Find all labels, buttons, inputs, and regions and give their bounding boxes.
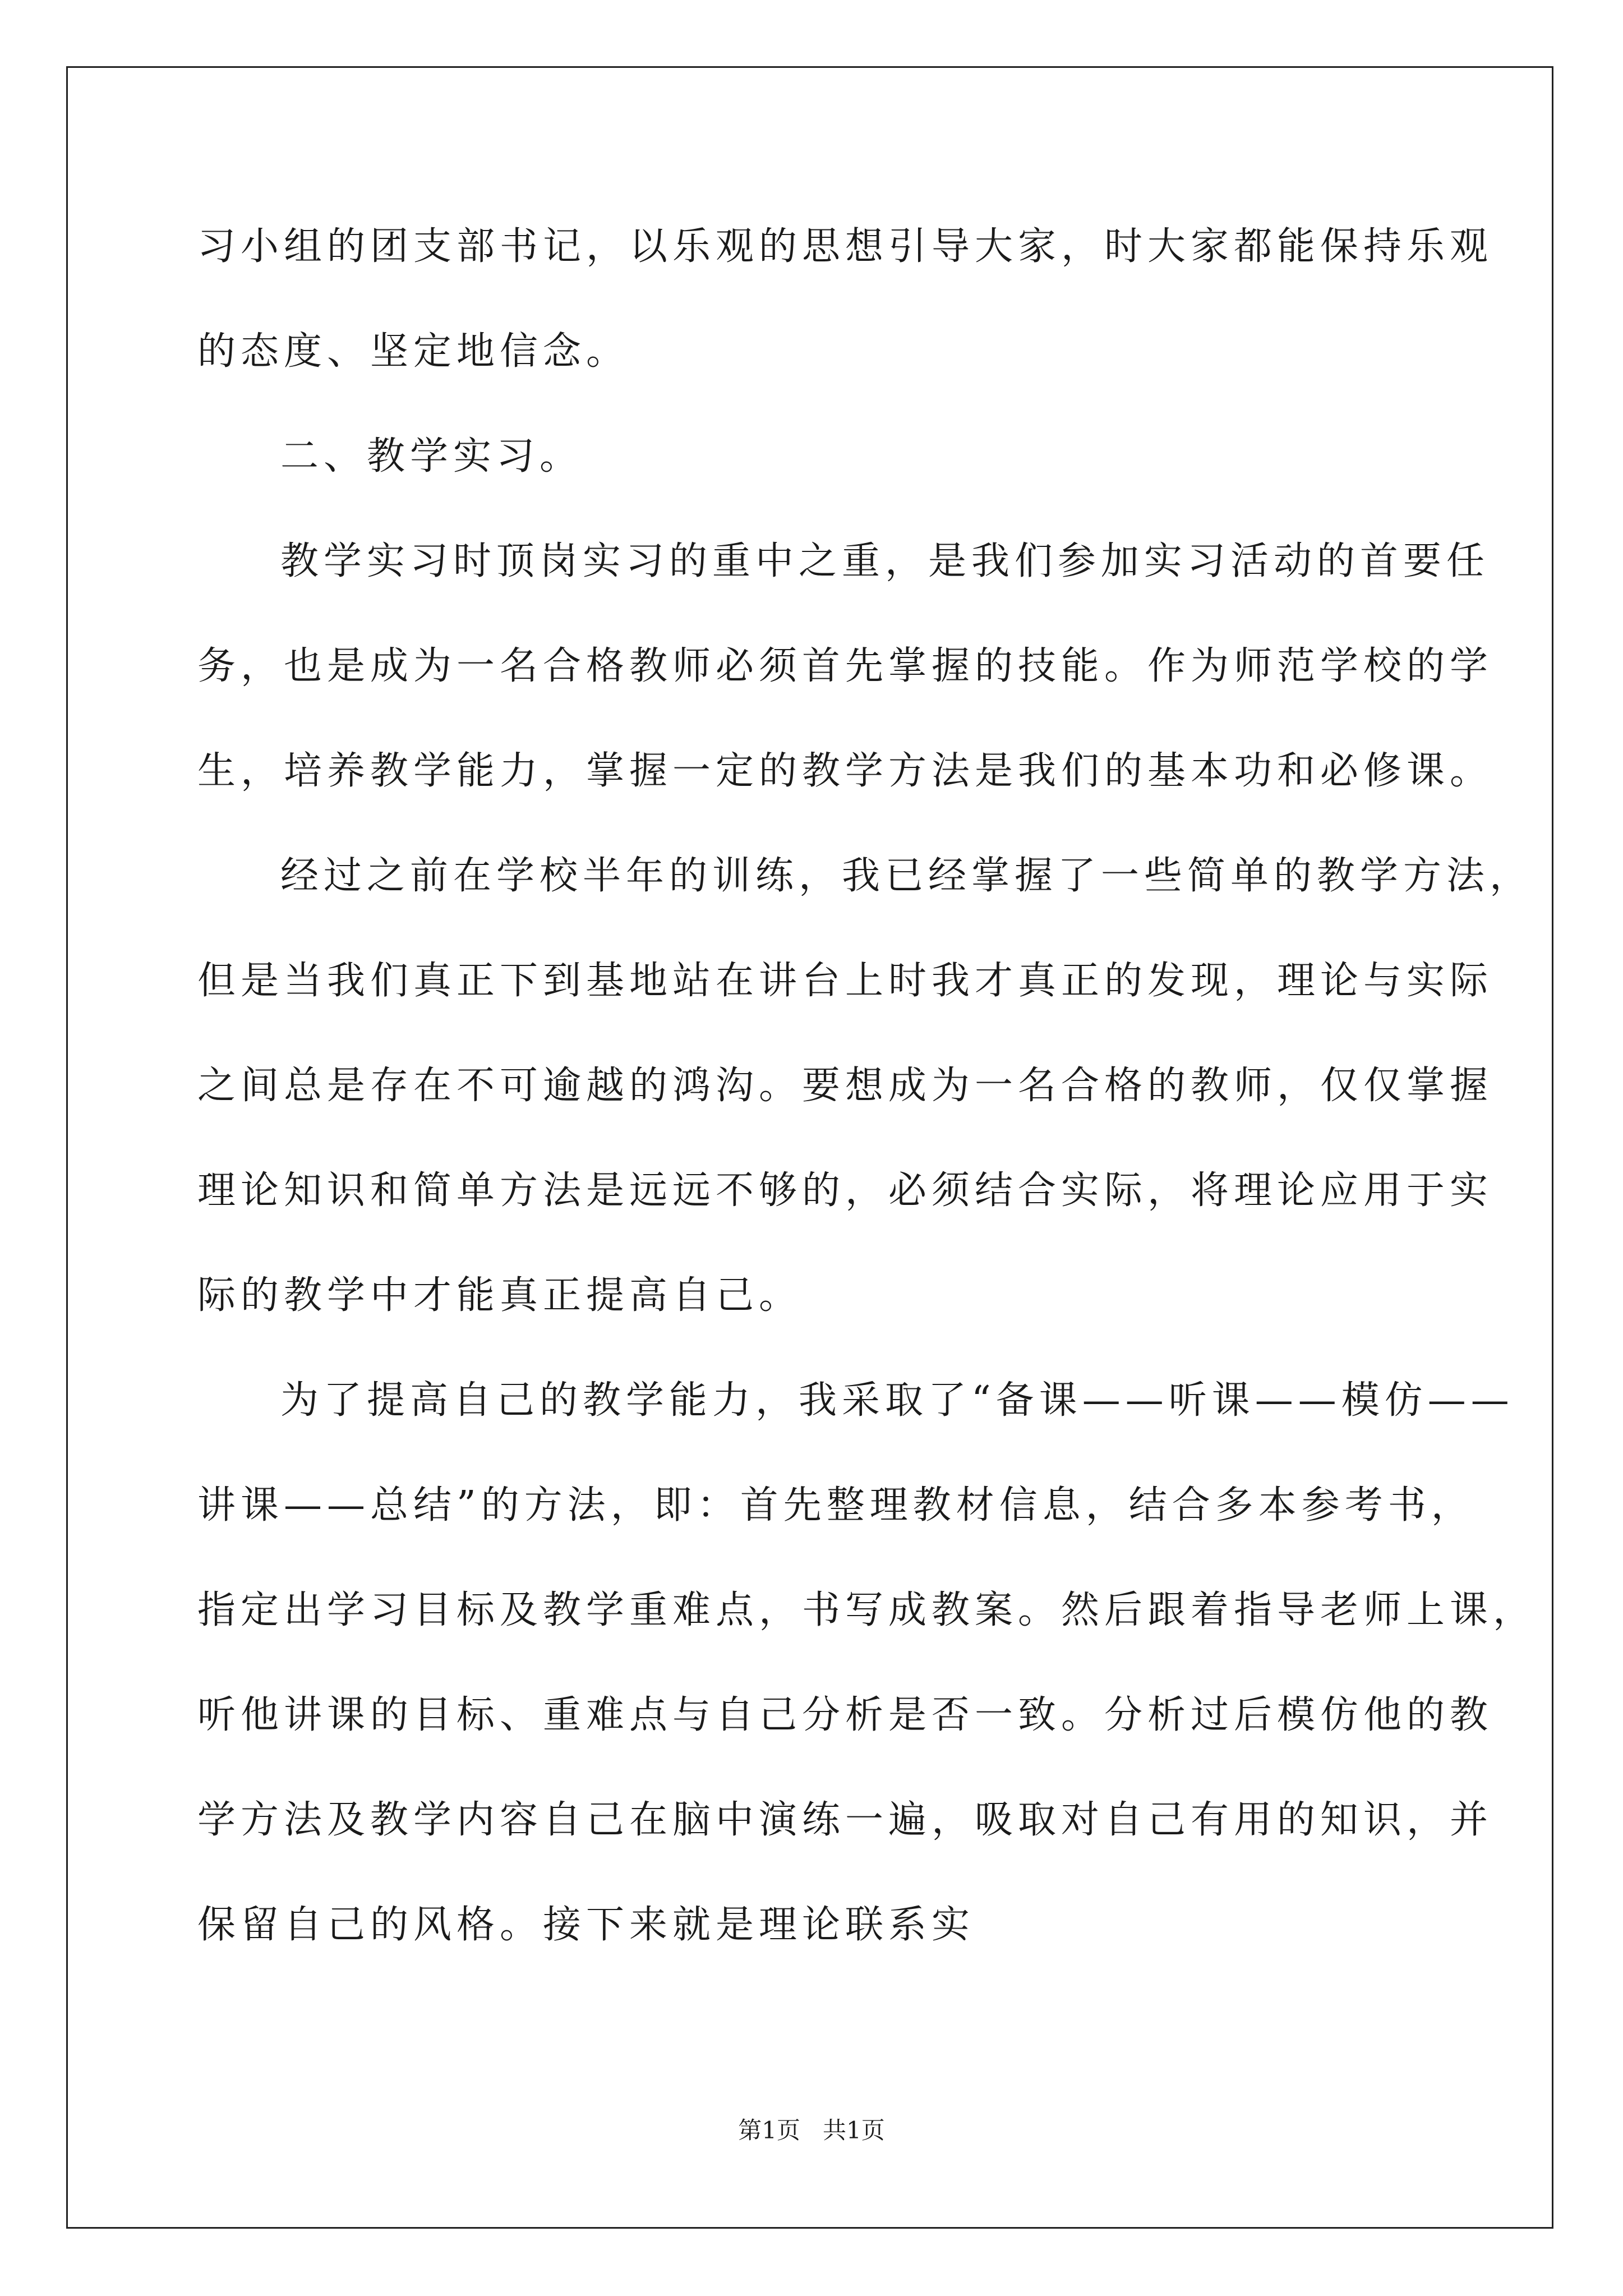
text-line: 讲课——总结”的方法，即：首先整理教材信息，结合多本参考书， [197, 1483, 1474, 1527]
section-heading: 二、教学实习。 [280, 434, 583, 478]
text-line: 之间总是存在不可逾越的鸿沟。要想成为一名合格的教师，仅仅掌握 [197, 1064, 1493, 1108]
text-line: 学方法及教学内容自己在脑中演练一遍，吸取对自己有用的知识，并 [197, 1798, 1493, 1842]
text-line: 教学实习时顶岗实习的重中之重，是我们参加实习活动的首要任 [280, 539, 1490, 583]
text-line: 保留自己的风格。接下来就是理论联系实 [197, 1903, 975, 1947]
text-line: 的态度、坚定地信念。 [197, 329, 630, 374]
text-line: 务，也是成为一名合格教师必须首先掌握的技能。作为师范学校的学 [197, 644, 1493, 688]
text-line: 为了提高自己的教学能力，我采取了“备课——听课——模仿—— [280, 1378, 1514, 1423]
document-body [197, 210, 1537, 1994]
page-footer: 第1页 共1页 [738, 2116, 885, 2144]
text-line: 指定出学习目标及教学重难点，书写成教案。然后跟着指导老师上课， [197, 1588, 1537, 1632]
text-line: 际的教学中才能真正提高自己。 [197, 1273, 803, 1318]
text-line: 听他讲课的目标、重难点与自己分析是否一致。分析过后模仿他的教 [197, 1693, 1493, 1737]
text-line: 经过之前在学校半年的训练，我已经掌握了一些简单的教学方法， [280, 854, 1533, 898]
text-line: 习小组的团支部书记，以乐观的思想引导大家，时大家都能保持乐观 [197, 224, 1493, 269]
text-line: 理论知识和简单方法是远远不够的，必须结合实际，将理论应用于实 [197, 1168, 1493, 1213]
text-line: 生，培养教学能力，掌握一定的教学方法是我们的基本功和必修课。 [197, 749, 1493, 793]
text-line: 但是当我们真正下到基地站在讲台上时我才真正的发现，理论与实际 [197, 959, 1493, 1003]
